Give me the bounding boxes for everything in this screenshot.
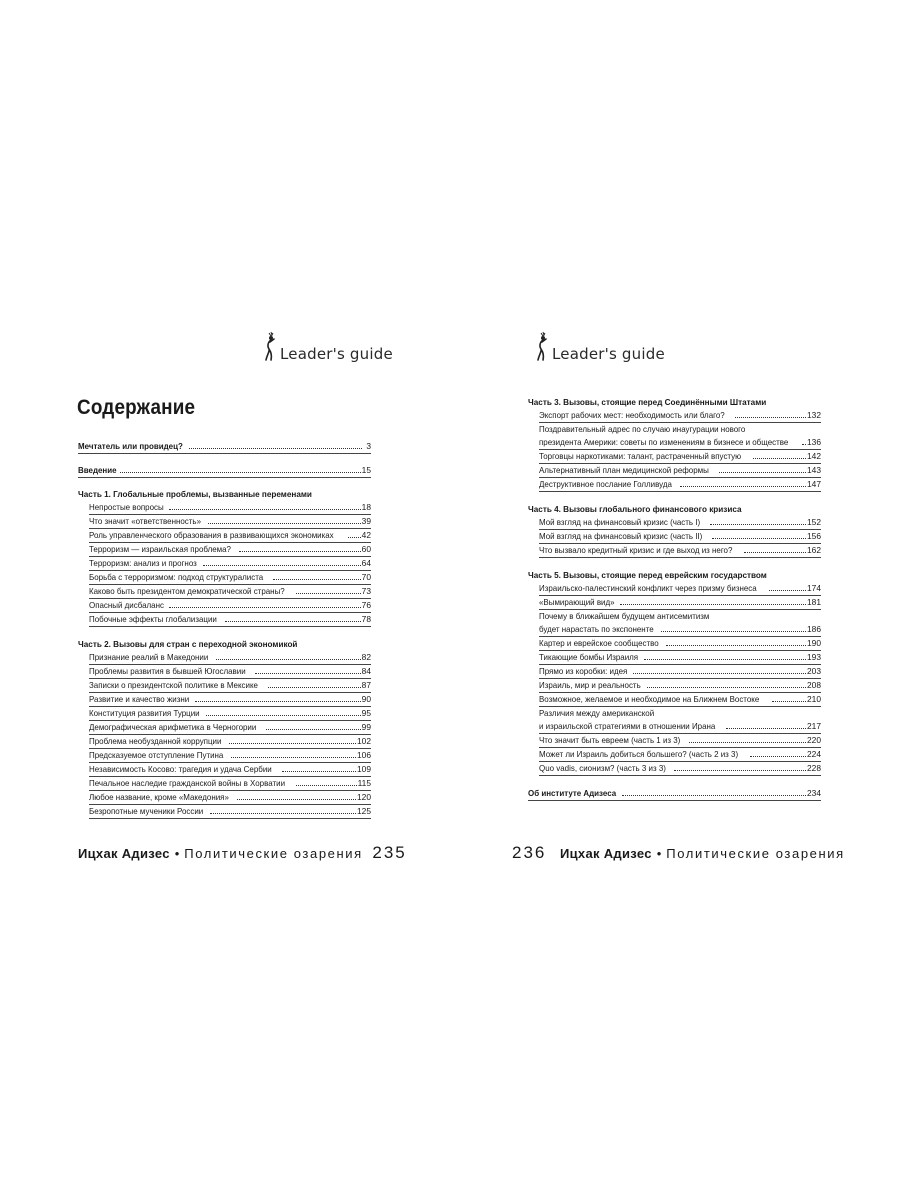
dot-leader (239, 551, 360, 552)
dot-leader (689, 742, 806, 743)
right-toc (528, 396, 821, 801)
toc-entry-page: 142 (807, 451, 821, 461)
toc-entry-page: 147 (807, 479, 821, 489)
dot-leader (225, 621, 361, 622)
toc-entry-title: Об институте Адизеса (528, 788, 617, 798)
dot-leader (282, 771, 356, 772)
spacer (528, 558, 821, 569)
toc-entry-page: 87 (361, 680, 371, 690)
toc-entry-title: Каково быть президентом демократической страны? (89, 586, 285, 596)
toc-entry[interactable] (78, 464, 371, 478)
dot-leader (661, 631, 806, 632)
toc-entry-title: Печальное наследие гражданской войны в Хорватии (89, 778, 286, 788)
dot-leader (647, 687, 806, 688)
toc-entry-page: 224 (807, 749, 821, 759)
toc-entry-title: Различия между американской (539, 708, 655, 718)
toc-entry-title: Торговцы наркотиками: талант, растраченный впустую (539, 451, 742, 461)
dot-leader (296, 785, 356, 786)
toc-entry-title: Мой взгляд на финансовый кризис (часть II) (539, 531, 703, 541)
footer-bullet: • (174, 846, 180, 861)
dot-leader (229, 743, 356, 744)
toc-entry[interactable] (89, 707, 371, 721)
dot-leader (802, 444, 806, 445)
toc-entry-title: Непростые вопросы (89, 502, 164, 512)
toc-entry-page: 82 (361, 652, 371, 662)
toc-entry-title: Экспорт рабочих мест: необходимость или благо? (539, 410, 725, 420)
toc-entry[interactable] (539, 623, 821, 637)
toc-entry[interactable] (89, 805, 371, 819)
toc-entry[interactable] (539, 596, 821, 610)
toc-entry[interactable] (89, 613, 371, 627)
toc-entry-title: Независимость Косово: трагедия и удача Сербии (89, 764, 272, 774)
figure-logo-icon (534, 330, 548, 362)
spacer (528, 492, 821, 503)
toc-entry-page: 181 (807, 597, 821, 607)
toc-part-heading[interactable]: Часть 2. Вызовы для стран с переходной экономикой (78, 639, 298, 649)
toc-entry[interactable] (89, 651, 371, 665)
dot-leader (633, 673, 806, 674)
dot-leader (203, 565, 360, 566)
toc-entry-title: Мой взгляд на финансовый кризис (часть I) (539, 517, 701, 527)
toc-part-heading[interactable]: Часть 3. Вызовы, стоящие перед Соединёнными Штатами (528, 397, 767, 407)
toc-entry[interactable] (539, 464, 821, 478)
toc-entry[interactable] (89, 665, 371, 679)
left-toc (78, 440, 371, 830)
footer-bullet: • (656, 846, 662, 861)
toc-entry-page: 39 (361, 516, 371, 526)
toc-entry[interactable] (539, 707, 821, 720)
dot-leader (169, 607, 361, 608)
toc-entry-page: 193 (807, 652, 821, 662)
toc-entry-page: 174 (807, 583, 821, 593)
toc-entry[interactable] (539, 516, 821, 530)
toc-entry-page: 84 (361, 666, 371, 676)
spacer (78, 627, 371, 638)
toc-entry[interactable] (539, 582, 821, 596)
dot-leader (273, 579, 360, 580)
toc-entry-title: Тикающие бомбы Израиля (539, 652, 639, 662)
toc-entry-title: «Вымирающий вид» (539, 597, 615, 607)
toc-entry-page: 115 (357, 778, 371, 788)
toc-entry[interactable] (89, 557, 371, 571)
toc-entry[interactable] (539, 651, 821, 665)
dot-leader (189, 448, 362, 449)
figure-logo-icon (262, 330, 276, 362)
toc-entry-page: 162 (807, 545, 821, 555)
toc-entry-page: 109 (357, 764, 371, 774)
toc-entry-title: Может ли Израиль добиться большего? (часть 2 из 3) (539, 749, 739, 759)
dot-leader (719, 472, 806, 473)
toc-entry[interactable] (89, 585, 371, 599)
toc-entry-title: Безропотные мученики России (89, 806, 204, 816)
toc-entry-page: 220 (807, 735, 821, 745)
toc-entry[interactable] (89, 693, 371, 707)
toc-entry[interactable] (89, 679, 371, 693)
right-page (450, 0, 900, 1200)
toc-entry-page: 15 (361, 465, 371, 475)
toc-entry-page: 60 (361, 544, 371, 554)
dot-leader (216, 659, 361, 660)
toc-entry-page: 234 (807, 788, 821, 798)
toc-entry-title: Терроризм: анализ и прогноз (89, 558, 197, 568)
toc-part (78, 488, 371, 627)
toc-entry-page: 210 (807, 694, 821, 704)
footer-page-number: 235 (372, 843, 407, 862)
left-parts (78, 488, 371, 830)
toc-entry-title: Роль управленческого образования в развивающихся экономиках (89, 530, 334, 540)
dot-leader (744, 552, 806, 553)
toc-entry-title: Побочные эффекты глобализации (89, 614, 217, 624)
spacer (528, 776, 821, 787)
toc-entry-title: Опасный дисбаланс (89, 600, 164, 610)
toc-entry-page: 102 (357, 736, 371, 746)
dot-leader (772, 701, 806, 702)
toc-part (528, 396, 821, 492)
toc-entry-page: 42 (361, 530, 371, 540)
toc-entry-title: Конституция развития Турции (89, 708, 200, 718)
dot-leader (210, 813, 356, 814)
toc-entry-page: 76 (361, 600, 371, 610)
toc-entry-title: Картер и еврейское сообщество (539, 638, 659, 648)
toc-part-heading[interactable]: Часть 5. Вызовы, стоящие перед еврейским государством (528, 570, 767, 580)
dot-leader (255, 673, 361, 674)
toc-entry-title: Прямо из коробки: идея (539, 666, 628, 676)
toc-entry-title: Записки о президентской политике в Мексике (89, 680, 258, 690)
footer-book-title: Политические озарения (184, 846, 363, 861)
toc-entry[interactable] (528, 787, 821, 801)
toc-entry-page: 64 (361, 558, 371, 568)
toc-entry-title: Израиль, мир и реальность (539, 680, 641, 690)
toc-entry[interactable] (89, 515, 371, 529)
dot-leader (769, 590, 806, 591)
toc-entry-title: Альтернативный план медицинской реформы (539, 465, 709, 475)
dot-leader (735, 417, 806, 418)
toc-entry-title: Почему в ближайшем будущем антисемитизм (539, 611, 710, 621)
toc-entry-page: 99 (361, 722, 371, 732)
toc-part (528, 503, 821, 558)
leaders-guide-logo (262, 330, 393, 362)
toc-entry[interactable] (78, 440, 371, 454)
toc-entry[interactable] (89, 529, 371, 543)
footer-book-title: Политические озарения (666, 846, 845, 861)
dot-leader (268, 687, 361, 688)
dot-leader (237, 799, 356, 800)
toc-entry[interactable] (539, 530, 821, 544)
toc-entry-title: Терроризм — израильская проблема? (89, 544, 231, 554)
toc-entry-page: 143 (807, 465, 821, 475)
dot-leader (710, 524, 806, 525)
dot-leader (666, 645, 806, 646)
toc-entry-page: 217 (807, 721, 821, 731)
toc-entry-page: 156 (807, 531, 821, 541)
toc-entry[interactable] (89, 791, 371, 805)
toc-entry[interactable] (539, 734, 821, 748)
footer-page-number: 236 (512, 843, 547, 862)
toc-entry-title: Введение (78, 465, 117, 475)
toc-entry-title: будет нарастать по экспоненте (539, 624, 654, 634)
dot-leader (750, 756, 806, 757)
toc-part (528, 569, 821, 776)
toc-entry[interactable] (89, 599, 371, 613)
toc-entry-page: 132 (807, 410, 821, 420)
toc-entry-page: 70 (361, 572, 371, 582)
toc-entry-title: Развитие и качество жизни (89, 694, 190, 704)
toc-entry-page: 208 (807, 680, 821, 690)
toc-entry[interactable] (539, 450, 821, 464)
toc-entry[interactable] (539, 762, 821, 776)
dot-leader (622, 795, 806, 796)
dot-leader (231, 757, 356, 758)
toc-entry[interactable] (89, 543, 371, 557)
dot-leader (680, 486, 806, 487)
logo-text: Leader's guide (552, 345, 665, 363)
toc-entry-title: Борьба с терроризмом: подход структуралиста (89, 572, 264, 582)
toc-entry-title: Что вызвало кредитный кризис и где выход из него? (539, 545, 733, 555)
toc-entry[interactable] (89, 721, 371, 735)
toc-entry-page: 190 (807, 638, 821, 648)
dot-leader (644, 659, 806, 660)
toc-entry-title: Демографическая арифметика в Черногории (89, 722, 257, 732)
dot-leader (266, 729, 361, 730)
toc-entry-page: 125 (357, 806, 371, 816)
spacer (78, 819, 371, 830)
toc-entry[interactable] (539, 610, 821, 623)
toc-entry[interactable] (539, 409, 821, 423)
dot-leader (206, 715, 360, 716)
toc-entry[interactable] (89, 501, 371, 515)
dot-leader (726, 728, 806, 729)
toc-entry-title: президента Америки: советы по изменениям в бизнесе и обществе (539, 437, 789, 447)
toc-entry[interactable] (539, 637, 821, 651)
dot-leader (674, 770, 806, 771)
toc-entry[interactable] (89, 735, 371, 749)
toc-entry-page: 3 (366, 441, 371, 451)
toc-entry[interactable] (539, 665, 821, 679)
toc-part-heading[interactable]: Часть 4. Вызовы глобального финансового кризиса (528, 504, 742, 514)
toc-entry-title: Деструктивное послание Голливуда (539, 479, 672, 489)
toc-entry-page: 228 (807, 763, 821, 773)
toc-entry-title: Возможное, желаемое и необходимое на Ближнем Востоке (539, 694, 760, 704)
dot-leader (296, 593, 361, 594)
toc-entry-title: Проблемы развития в бывшей Югославии (89, 666, 246, 676)
logo-text: Leader's guide (280, 345, 393, 363)
dot-leader (195, 701, 360, 702)
toc-entry[interactable] (89, 777, 371, 791)
toc-entry-page: 186 (807, 624, 821, 634)
toc-entry[interactable] (539, 423, 821, 436)
toc-entry-page: 136 (807, 437, 821, 447)
dot-leader (120, 472, 361, 473)
dot-leader (169, 509, 361, 510)
toc-entry[interactable] (539, 478, 821, 492)
toc-entry[interactable] (89, 763, 371, 777)
toc-entry-title: Quo vadis, сионизм? (часть 3 из 3) (539, 763, 666, 773)
toc-entry[interactable] (539, 748, 821, 762)
dot-leader (620, 604, 806, 605)
toc-entry-title: Что значит «ответственность» (89, 516, 201, 526)
left-footer (78, 843, 407, 863)
dot-leader (208, 523, 361, 524)
toc-entry-title: Признание реалий в Македонии (89, 652, 209, 662)
toc-entry-page: 203 (807, 666, 821, 676)
toc-entry-title: Что значит быть евреем (часть 1 из 3) (539, 735, 681, 745)
toc-entry[interactable] (539, 544, 821, 558)
toc-entry-title: Израильско-палестинский конфликт через призму бизнеса (539, 583, 757, 593)
toc-entry-title: Мечтатель или провидец? (78, 441, 183, 451)
toc-entry[interactable] (539, 720, 821, 734)
toc-entry-page: 18 (361, 502, 371, 512)
toc-entry-title: и израильской стратегиями в отношении Ирана (539, 721, 716, 731)
footer-author: Ицхак Адизес (560, 846, 652, 861)
dot-leader (712, 538, 806, 539)
toc-entry[interactable] (89, 749, 371, 763)
toc-entry-title: Предсказуемое отступление Путина (89, 750, 224, 760)
toc-entry-title: Проблема необузданной коррупции (89, 736, 222, 746)
toc-entry-page: 78 (361, 614, 371, 624)
toc-entry-page: 152 (807, 517, 821, 527)
right-parts (528, 396, 821, 787)
toc-entry-page: 106 (357, 750, 371, 760)
dot-leader (348, 537, 361, 538)
toc-entry[interactable] (539, 436, 821, 450)
toc-entry-page: 90 (361, 694, 371, 704)
toc-part-heading[interactable]: Часть 1. Глобальные проблемы, вызванные переменами (78, 489, 312, 499)
toc-entry-page: 95 (361, 708, 371, 718)
toc-title: Содержание (77, 396, 196, 419)
toc-entry-title: Поздравительный адрес по случаю инаугурации нового (539, 424, 746, 434)
right-footer (512, 843, 845, 863)
footer-author: Ицхак Адизес (78, 846, 170, 861)
toc-entry-title: Любое название, кроме «Македония» (89, 792, 229, 802)
leaders-guide-logo (534, 330, 665, 362)
toc-entry[interactable] (539, 693, 821, 707)
toc-entry[interactable] (89, 571, 371, 585)
toc-entry-page: 73 (361, 586, 371, 596)
toc-entry-page: 120 (357, 792, 371, 802)
dot-leader (753, 458, 806, 459)
toc-part (78, 638, 371, 819)
toc-entry[interactable] (539, 679, 821, 693)
